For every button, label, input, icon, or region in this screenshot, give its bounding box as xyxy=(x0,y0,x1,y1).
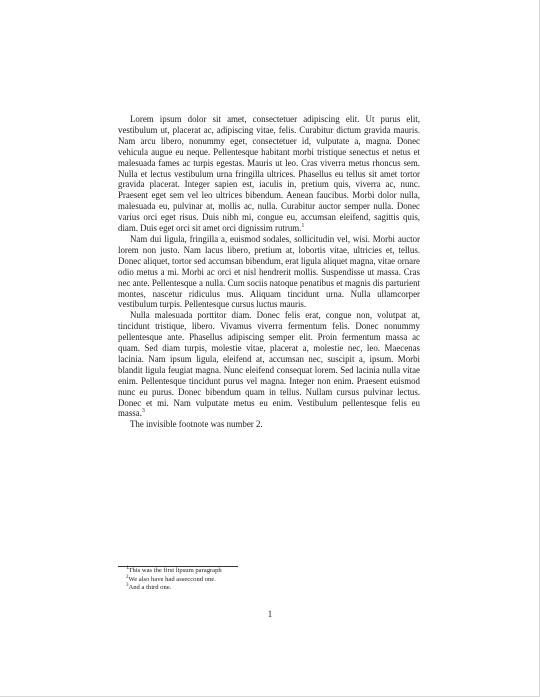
footnote-3-text: And a third one. xyxy=(128,584,172,592)
paragraph-2-text: Nam dui ligula, fringilla a, euismod sodales, sollicitudin vel, wisi. Morbi auctor lorem non justo. Nam lacus libero, pretium at, lobortis vitae, ultricies et, tellus. Donec aliquet, tortor sed accumsan bibendum, erat ligula aliquet magna, vitae ornare odio metus a mi. Morbi ac orci et nisl hendrerit mollis. Suspendisse ut massa. Cras nec ante. Pellentesque a nulla. Cum sociis natoque penatibus et magnis dis parturient montes, nascetur ridiculus mus. Aliquam tincidunt urna. Nulla ullamcorper vestibulum turpis. Pellentesque cursus luctus mauris. xyxy=(118,233,420,310)
footnote-mark-3: 3 xyxy=(141,408,145,415)
paragraph-3-text: Nulla malesuada porttitor diam. Donec felis erat, congue non, volutpat at, tincidunt tristique, libero. Vivamus viverra fermentum felis. Donec nonummy pellentesque ante. Phasellus adipiscing semper elit. Proin fermentum massa ac quam. Sed diam turpis, molestie vitae, placerat a, molestie nec, leo. Maecenas lacinia. Nam ipsum ligula, eleifend at, accumsan nec, suscipit a, ipsum. Morbi blandit ligula feugiat magna. Nunc eleifend consequat lorem. Sed lacinia nulla vitae enim. Pellentesque tincidunt purus vel magna. Integer non enim. Praesent euismod nunc eu purus. Donec bibendum quam in tellus. Nullam cursus pulvinar lectus. Donec et mi. Nam vulputate metus eu enim. Vestibulum pellentesque felis eu massa. xyxy=(118,310,420,419)
paragraph-1-text: Lorem ipsum dolor sit amet, consectetuer adipiscing elit. Ut purus elit, vestibulum ut, placerat ac, adipiscing vitae, felis. Curabitur dictum gravida mauris. Nam arcu libero, nonummy eget, consectetuer id, vulputate a, magna. Donec vehicula augue eu neque. Pellentesque habitant morbi tristique senectus et netus et malesuada fames ac turpis egestas. Mauris ut leo. Cras viverra metus rhoncus sem. Nulla et lectus vestibulum urna fringilla ultrices. Phasellus eu tellus sit amet tortor gravida placerat. Integer sapien est, iaculis in, pretium quis, viverra ac, nunc. Praesent eget sem vel leo ultrices bibendum. Aenean faucibus. Morbi dolor nulla, malesuada eu, pulvinar at, mollis ac, nulla. Curabitur auctor semper nulla. Donec varius orci eget risus. Duis nibh mi, congue eu, accumsan eleifend, sagittis quis, diam. Duis eget orci sit amet orci dignissim rutrum. xyxy=(118,114,420,234)
footnote-2-number: 2 xyxy=(126,574,129,580)
paragraph-3 xyxy=(118,310,420,419)
body-text xyxy=(118,114,420,430)
paragraph-1 xyxy=(118,114,420,234)
paragraph-2 xyxy=(118,234,420,310)
paragraph-4-text: The invisible footnote was number 2. xyxy=(130,419,263,430)
paragraph-4 xyxy=(118,419,420,430)
footnotes xyxy=(126,567,420,593)
footnote-mark-1: 1 xyxy=(301,223,305,230)
footnote-2-text: We also have had asseccond one. xyxy=(128,575,216,583)
footnote-1-text: This was the first lipsum paragraph xyxy=(128,567,222,574)
page-number: 1 xyxy=(267,609,273,619)
footnote-2 xyxy=(126,576,420,585)
footnote-3-number: 3 xyxy=(126,583,129,588)
footnote-3 xyxy=(126,584,420,593)
footnote-1-number: 1 xyxy=(126,565,129,571)
footnote-1 xyxy=(126,567,420,576)
